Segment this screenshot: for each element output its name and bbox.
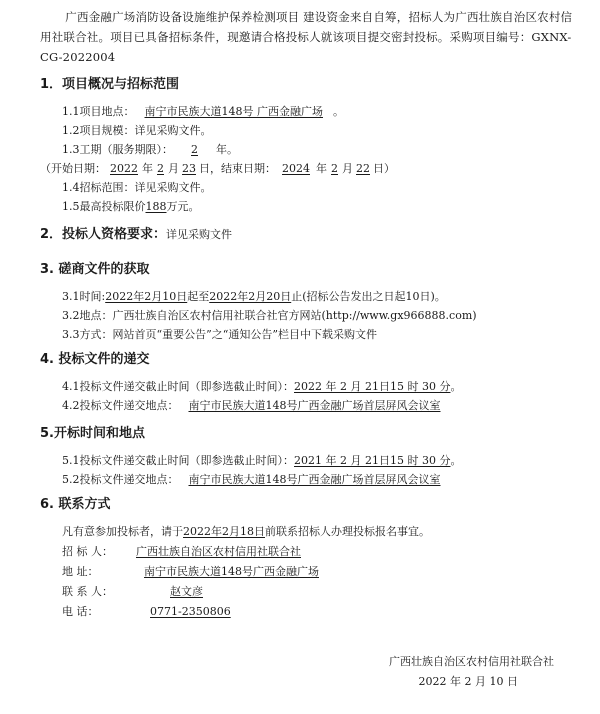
phone-label: 电 话： (62, 605, 99, 618)
signature-date: 2022 年 2 月 10 日 (418, 675, 518, 688)
opening-place-value: 南宁市民族大道148号广西金融广场首层屏风会议室 (188, 473, 441, 486)
doc-acquire-method: 3.3方式：网站首页“重要公告”之“通知公告”栏目中下载采购文件 (62, 328, 377, 341)
phone-value: 0771-2350806 (150, 605, 231, 618)
submission-deadline-end: 。 (450, 380, 462, 393)
opening-deadline-label: 5.1投标文件递交截止时间（即参选截止时间）： (62, 454, 294, 467)
registration-notice (62, 525, 430, 539)
registration-notice-post: 前联系招标人办理投标报名事宜。 (265, 525, 430, 538)
opening-deadline (62, 454, 461, 468)
duration-value: 2 (191, 143, 198, 156)
max-bid-price (62, 200, 200, 214)
project-duration (62, 143, 238, 157)
end-date-label: 日，结束日期： (199, 162, 276, 175)
start-month-unit: 月 (168, 162, 179, 175)
acquire-note: 止(招标公告发出之日起10日)。 (291, 290, 446, 303)
contact-person (62, 585, 229, 599)
section-2-heading: 2．投标人资格要求： (40, 227, 167, 242)
duration-label: 1.3工期（服务期限）： (62, 143, 173, 156)
end-year-unit: 年 (316, 162, 327, 175)
acquire-time-label: 3.1时间: (62, 290, 106, 303)
end-year: 2024 (282, 162, 310, 175)
start-month: 2 (157, 162, 164, 175)
submission-deadline (62, 380, 461, 394)
doc-acquire-place: 3.2地点：广西壮族自治区农村信用社联合社官方网站(http://www.gx966888.com) (62, 309, 477, 322)
project-location-value: 南宁市民族大道148号 广西金融广场 (144, 105, 323, 118)
signature-org: 广西壮族自治区农村信用社联合社 (389, 655, 554, 668)
end-day: 22 (356, 162, 370, 175)
bid-scope: 1.4招标范围：详见采购文件。 (62, 181, 212, 194)
intro-paragraph: 广西金融广场消防设备设施维护保养检测项目 建设资金来自自筹，招标人为广西壮族自治区农村信用社联合社。项目已具备招标条件，现邀请合格投标人就该项目提交密封投标。采购项目编号：GXNX-CG-2022004 (40, 10, 573, 64)
max-bid-label: 1.5最高投标限价 (62, 200, 146, 213)
section-1-title: 1．项目概况与招标范围 (40, 77, 180, 92)
section-2-title (40, 227, 232, 243)
section-4-title: 4. 投标文件的递交 (40, 352, 150, 367)
max-bid-unit: 万元。 (166, 200, 200, 213)
max-bid-value: 188 (145, 200, 167, 213)
contact-phone (62, 605, 257, 619)
project-location (62, 105, 344, 119)
end-date-close: 日） (373, 162, 395, 175)
contact-address (62, 565, 333, 579)
opening-place-label: 5.2投标文件递交地点： (62, 473, 179, 486)
submission-place-label: 4.2投标文件递交地点： (62, 399, 179, 412)
contact-person-label: 联 系 人： (62, 585, 113, 598)
start-day: 23 (182, 162, 196, 175)
opening-deadline-value: 2021 年 2 月 21日15 时 30 分 (294, 454, 451, 467)
submission-place (62, 399, 451, 413)
submission-deadline-label: 4.1投标文件递交截止时间（即参选截止时间）： (62, 380, 294, 393)
submission-place-value: 南宁市民族大道148号广西金融广场首层屏风会议室 (188, 399, 441, 412)
qualification-text: 详见采购文件 (166, 228, 233, 241)
submission-deadline-value: 2022 年 2 月 21日15 时 30 分 (294, 380, 451, 393)
registration-date: 2022年2月18日 (183, 525, 265, 538)
end-month-unit: 月 (342, 162, 353, 175)
section-6-title: 6. 联系方式 (40, 497, 111, 512)
contact-person-value: 赵文彦 (170, 585, 203, 598)
duration-dates (40, 162, 395, 176)
opening-place (62, 473, 451, 487)
acquire-to: 起至 (187, 290, 210, 303)
start-year: 2022 (110, 162, 138, 175)
tenderer-label: 招 标 人： (62, 545, 113, 558)
acquire-start-date: 2022年2月10日 (105, 290, 188, 303)
contact-tenderer (62, 545, 313, 559)
start-year-unit: 年 (142, 162, 153, 175)
address-label: 地 址： (62, 565, 99, 578)
end-month: 2 (331, 162, 338, 175)
doc-acquire-time (62, 290, 446, 304)
tenderer-value: 广西壮族自治区农村信用社联合社 (136, 545, 301, 558)
start-date-label: （开始日期： (40, 162, 106, 175)
address-value: 南宁市民族大道148号广西金融广场 (144, 565, 319, 578)
project-location-label: 1.1项目地点： (62, 105, 135, 118)
section-5-title: 5.开标时间和地点 (40, 426, 145, 441)
acquire-end-date: 2022年2月20日 (209, 290, 292, 303)
duration-unit: 年。 (216, 143, 238, 156)
opening-deadline-end: 。 (450, 454, 462, 467)
project-location-end: 。 (333, 105, 344, 118)
registration-notice-pre: 凡有意参加投标者，请于 (62, 525, 183, 538)
project-scale: 1.2项目规模：详见采购文件。 (62, 124, 212, 137)
section-3-title: 3. 磋商文件的获取 (40, 262, 150, 277)
